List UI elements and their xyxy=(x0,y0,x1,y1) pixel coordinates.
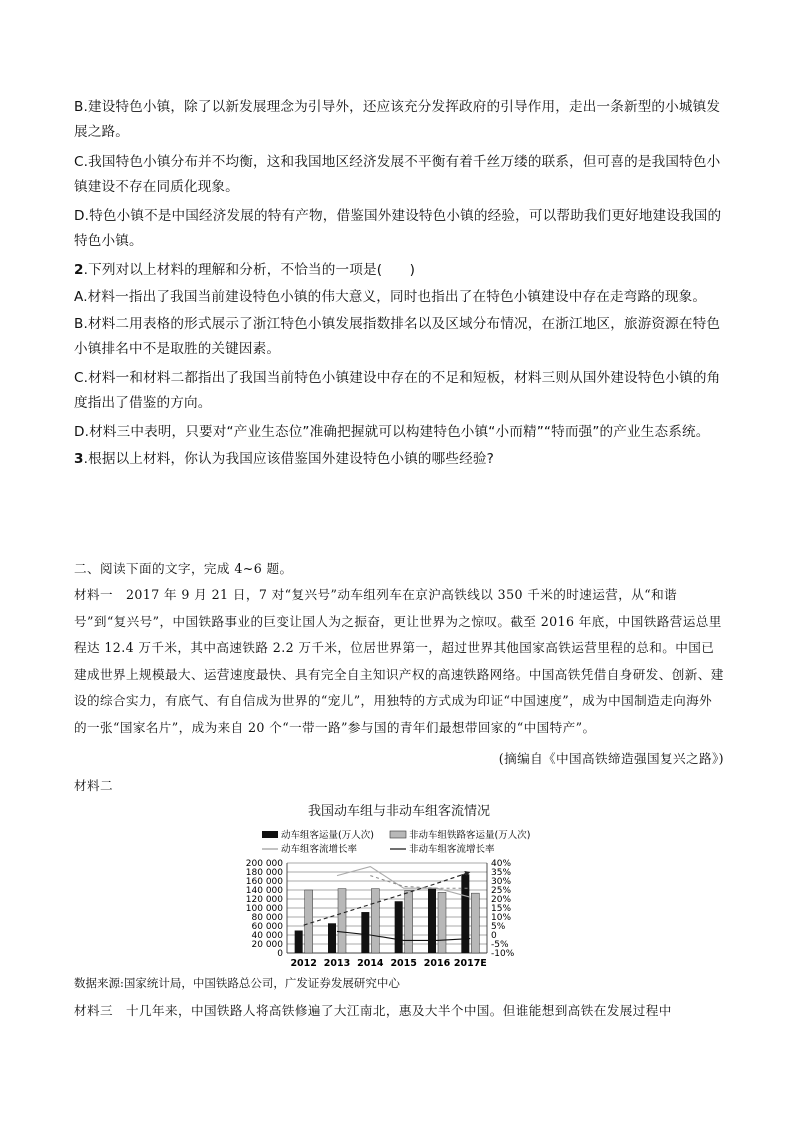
bar-emu xyxy=(328,923,336,953)
question-2-stem xyxy=(74,258,724,283)
material-3-text: 十几年来，中国铁路人将高铁修遍了大江南北，惠及大半个中国。但谁能想到高铁在发展过程中 xyxy=(112,1003,672,1018)
legend-label-non-emu: 非动车组铁路客运量(万人次) xyxy=(409,830,531,841)
x-tick-label: 2015 xyxy=(390,958,417,969)
y2-tick-label: 20% xyxy=(491,895,512,905)
x-tick-label: 2017E xyxy=(453,958,487,969)
bar-non-emu xyxy=(471,893,479,953)
option-q2-c: C.材料一和材料二都指出了我国当前特色小镇建设中存在的不足和短板，材料三则从国外建设特色小镇的角度指出了借鉴的方向。 xyxy=(74,370,721,411)
option-q1-c: C.我国特色小镇分布并不均衡，这和我国地区经济发展不平衡有着千丝万缕的联系，但可喜的是我国特色小镇建设不存在同质化现象。 xyxy=(74,154,721,195)
material-1-source: (摘编自《中国高铁缔造强国复兴之路》) xyxy=(498,751,724,766)
y2-tick-label: 15% xyxy=(491,904,512,914)
y2-tick-label: -5% xyxy=(491,940,509,950)
passenger-flow-chart xyxy=(0,820,794,980)
y-tick-label: 80 000 xyxy=(251,913,283,923)
option-q1-b: B.建设特色小镇，除了以新发展理念为引导外，还应该充分发挥政府的引导作用，走出一条新型的小城镇发展之路。 xyxy=(74,99,721,140)
y-tick-label: 100 000 xyxy=(245,904,283,914)
y-tick-label: 140 000 xyxy=(245,886,283,896)
y2-tick-label: 5% xyxy=(491,922,506,932)
y2-tick-label: 10% xyxy=(491,913,512,923)
option-q1-d: D.特色小镇不是中国经济发展的特有产物，借鉴国外建设特色小镇的经验，可以帮助我们更好地建设我国的特色小镇。 xyxy=(74,208,722,249)
x-tick-label: 2013 xyxy=(323,958,351,969)
bar-emu xyxy=(361,912,369,953)
series-line-2 xyxy=(337,867,470,898)
bar-emu xyxy=(461,874,469,953)
y-tick-label: 0 xyxy=(277,949,283,959)
question-3-stem xyxy=(74,447,724,472)
option-q2-d: D.材料三中表明，只要对“产业生态位”准确把握就可以构建特色小镇“小而精”“特而强”的产业生态系统。 xyxy=(74,424,710,440)
y-tick-label: 120 000 xyxy=(245,895,283,905)
bar-non-emu xyxy=(405,890,413,953)
y2-tick-label: 0 xyxy=(491,931,497,941)
option-q2-b: B.材料二用表格的形式展示了浙江特色小镇发展指数排名以及区域分布情况，在浙江地区，旅游资源在特色小镇排名中不是取胜的关键因素。 xyxy=(74,316,721,357)
bar-non-emu xyxy=(305,890,313,953)
material-2-label: 材料二 xyxy=(74,778,113,793)
bar-non-emu xyxy=(338,889,346,953)
y2-tick-label: 40% xyxy=(491,859,512,869)
x-tick-label: 2016 xyxy=(423,958,451,969)
x-tick-label: 2012 xyxy=(290,958,317,969)
question-3-text: .根据以上材料，你认为我国应该借鉴国外建设特色小镇的哪些经验? xyxy=(83,451,495,467)
bar-emu xyxy=(428,888,436,953)
x-tick-label: 2014 xyxy=(357,958,384,969)
y-tick-label: 60 000 xyxy=(251,922,283,932)
material-1-text: 2017 年 9 月 21 日，7 对“复兴号”动车组列车在京沪高铁线以 350 千米的时速运营，从“和谐号”到“复兴号”，中国铁路事业的巨变让国人为之振奋，更让世界为之惊叹。截至 2016 年底，中国铁路营运总里程达 12.4 万千米，其中高速铁路 2.2 万千米，位居世界第一，超过世界其他国家高铁运营里程的总和。中国已建成世界上规模最大、运营速度最快、具有完全自主知识产权的高速铁路网络。中国高铁凭借自身研发、创新、建设的综合实力，有底气、有自信成为世界的“宠儿”，用独特的方式成为印证“中国速度”，成为中国制造走向海外的一张“国家名片”，成为来自 20 个“一带一路”参与国的青年们最想带回家的“中国特产”。 xyxy=(74,587,724,735)
bar-emu xyxy=(295,931,303,954)
bar-emu xyxy=(395,901,403,953)
question-2-number: 2 xyxy=(74,262,84,278)
data-source: 数据来源:国家统计局，中国铁路总公司，广发证券发展研究中心 xyxy=(74,976,400,990)
y-tick-label: 20 000 xyxy=(251,940,283,950)
y2-tick-label: 30% xyxy=(491,877,512,887)
series-line-3 xyxy=(337,931,470,940)
bar-non-emu xyxy=(438,892,446,953)
y2-tick-label: 25% xyxy=(491,886,512,896)
series-line-5 xyxy=(370,876,470,889)
question-3-number: 3 xyxy=(74,451,84,467)
chart-title: 我国动车组与非动车组客流情况 xyxy=(307,804,490,819)
material-1 xyxy=(74,582,724,741)
legend-swatch-emu xyxy=(262,831,278,838)
material-3-label: 材料三 xyxy=(74,1003,113,1018)
section-2-heading: 二、阅读下面的文字，完成 4~6 题。 xyxy=(74,561,293,576)
legend-label-emu-growth: 动车组客流增长率 xyxy=(281,844,358,855)
y-tick-label: 180 000 xyxy=(245,868,283,878)
legend-swatch-non-emu xyxy=(390,831,406,838)
material-3 xyxy=(74,998,724,1025)
y2-tick-label: -10% xyxy=(491,949,515,959)
y-tick-label: 200 000 xyxy=(245,859,283,869)
y-tick-label: 40 000 xyxy=(251,931,283,941)
question-2-text: .下列对以上材料的理解和分析，不恰当的一项是( ) xyxy=(83,262,416,278)
legend-label-non-emu-growth: 非动车组客流增长率 xyxy=(409,844,495,855)
material-1-label: 材料一 xyxy=(74,587,113,602)
legend-label-emu: 动车组客运量(万人次) xyxy=(281,830,374,841)
chart-legend xyxy=(262,829,530,855)
option-q2-a: A.材料一指出了我国当前建设特色小镇的伟大意义，同时也指出了在特色小镇建设中存在走弯路的现象。 xyxy=(74,289,707,305)
bar-non-emu xyxy=(371,889,379,953)
y-tick-label: 160 000 xyxy=(245,877,283,887)
y2-tick-label: 35% xyxy=(491,868,512,878)
